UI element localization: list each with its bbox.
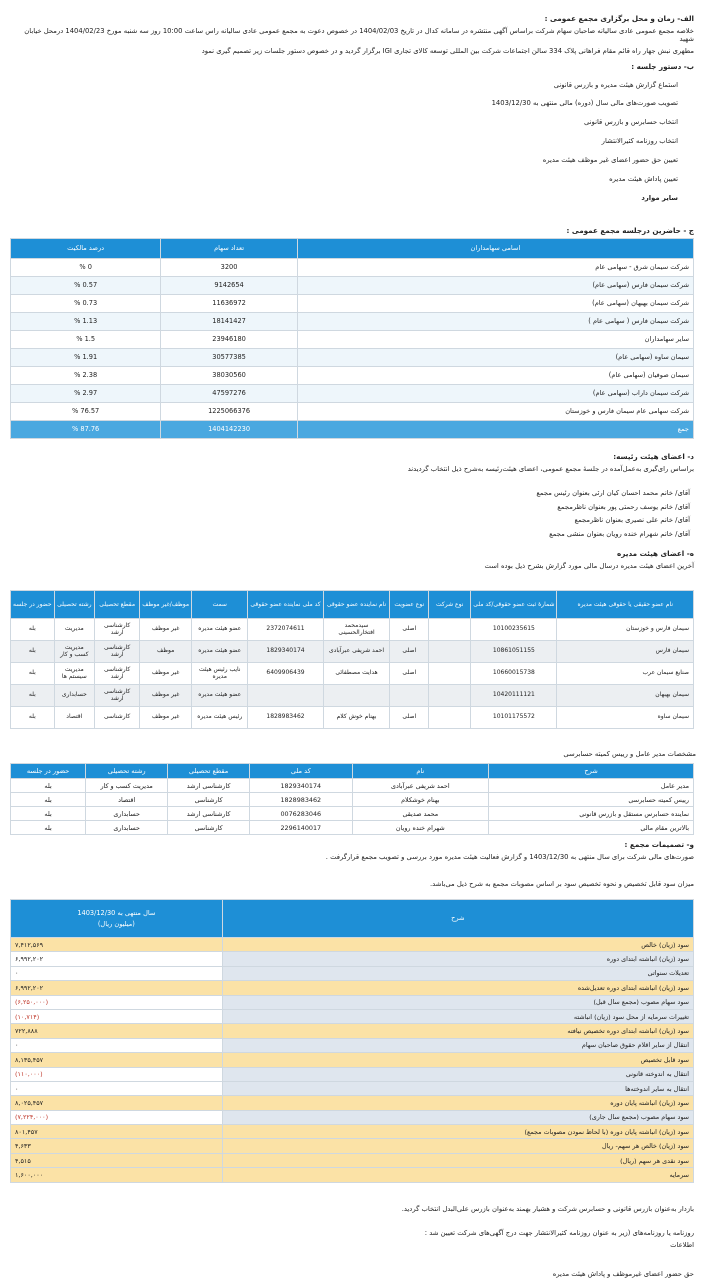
membership: اصلی (390, 619, 429, 641)
auditor-text: بازدار به‌عنوان بازرس قانونی و حسابرس شرکت و هشیار بهمند به‌عنوان بازرس علی‌البدل انتخاب گردید. (401, 1205, 694, 1213)
rep-id (248, 685, 323, 707)
row-value: (۶,۲۵۰,۰۰۰) (11, 995, 223, 1009)
table-row (11, 1153, 694, 1167)
field: حسابداری (86, 807, 168, 821)
table-row (11, 1038, 694, 1052)
desc: نماینده حسابرس مستقل و بازرس قانونی (489, 807, 694, 821)
row-description: سود (زیان) خالص هر سهم- ریال (222, 1139, 693, 1153)
profit-allocation-table (10, 899, 694, 1183)
desc: رییس کمیته حسابرسی (489, 793, 694, 807)
col-reg-id: شمارهٔ ثبت عضو حقوقی/کد ملی (471, 591, 557, 619)
shares: 30577385 (161, 349, 298, 367)
shareholder-name: شرکت سیمان فارس ( سهامی عام ) (297, 313, 693, 331)
row-value: ۷۲۲,۸۸۸ (11, 1024, 223, 1038)
duty: غیر موظف (140, 685, 192, 707)
table-row (11, 1067, 694, 1081)
shareholder-name: شرکت سیمان شرق - سهامی عام (297, 259, 693, 277)
reg-id: 10101175572 (471, 707, 557, 729)
degree: کارشناسی ارشد (95, 663, 140, 685)
section-e-title: ه- اعضای هیئت مدیره (617, 549, 694, 558)
field: مدیریت سیستم ها (54, 663, 94, 685)
table-row (11, 981, 694, 995)
table-row (11, 641, 694, 663)
attendance: بله (11, 663, 55, 685)
rep-id: 1829340174 (248, 641, 323, 663)
degree: کارشناسی ارشد (168, 807, 250, 821)
table-row (11, 685, 694, 707)
member: سیمان ساوه (557, 707, 694, 729)
table-row (11, 807, 694, 821)
field: حسابداری (54, 685, 94, 707)
row-value: ۸,۱۳۵,۴۵۷ (11, 1053, 223, 1067)
table-row (11, 1139, 694, 1153)
row-value: ۴,۵۱۵ (11, 1153, 223, 1167)
ownership-percent: 2.38 % (11, 367, 161, 385)
col-national-id: کد ملی (250, 764, 352, 779)
table-row (11, 779, 694, 793)
section-c-title: ج - حاضرین درجلسه مجمع عمومی : (566, 226, 694, 235)
shareholder-name: شرکت سیمان بهبهان (سهامی عام) (297, 295, 693, 313)
total-label: جمع (297, 421, 693, 439)
ownership-percent: 1.5 % (11, 331, 161, 349)
national-id: 1828983462 (250, 793, 352, 807)
row-description: سود (زیان) انباشته ابتدای دوره (222, 952, 693, 966)
table-row (11, 403, 694, 421)
row-value: ۸۰۱,۴۵۷ (11, 1125, 223, 1139)
row-description: سود (زیان) انباشته پایان دوره (222, 1096, 693, 1110)
shares: 1225066376 (161, 403, 298, 421)
shares: 9142654 (161, 277, 298, 295)
section-f-body-2: میزان سود قابل تخصیص و نحوه تخصیص سود بر اساس مصوبات مجمع به شرح ذیل می‌باشد. (430, 880, 694, 888)
degree: کارشناسی ارشد (95, 685, 140, 707)
member: سیمان فارس (557, 641, 694, 663)
row-value: ۱,۶۰۰,۰۰۰ (11, 1168, 223, 1182)
section-meeting-info (10, 14, 694, 55)
shareholder-name: سایر سهامداران (297, 331, 693, 349)
attendance: بله (11, 641, 55, 663)
shares: 11636972 (161, 295, 298, 313)
table-row (11, 619, 694, 641)
table-row (11, 349, 694, 367)
position: عضو هیئت مدیره (192, 619, 248, 641)
section-e-body: آخرین اعضای هیئت مدیره درسال مالی مورد گزارش بشرح ذیل بوده است (484, 562, 694, 570)
col-shares: تعداد سهام (161, 239, 298, 259)
table-row (11, 259, 694, 277)
table-row (11, 1110, 694, 1124)
section-f-body-1: صورت‌های مالی شرکت برای سال منتهی به 1403/12/30 و گزارش فعالیت هیئت مدیره مورد بررسی و تصویب مجمع قرارگرفت . (325, 853, 694, 861)
total-percent: 87.76 % (11, 421, 161, 439)
member: سیمان بهبهان (557, 685, 694, 707)
shareholders-table (10, 238, 694, 439)
col-value-period: سال منتهی به 1403/12/30 (77, 908, 156, 917)
rep-id: 2372074611 (248, 619, 323, 641)
col-desc: شرح (222, 900, 693, 938)
section-f-title: و- تصمیمات مجمع : (624, 840, 694, 849)
row-value: (۷,۲۲۴,۰۰۰) (11, 1110, 223, 1124)
table-row (11, 277, 694, 295)
reg-id: 10861051155 (471, 641, 557, 663)
col-desc: شرح (489, 764, 694, 779)
presidium-item: آقای/ خانم علی نصیری بعنوان ناظرمجمع (574, 516, 690, 524)
attendance: بله (11, 619, 55, 641)
shares: 18141427 (161, 313, 298, 331)
row-description: سود (زیان) خالص (222, 938, 693, 952)
field: مدیریت (54, 619, 94, 641)
ownership-percent: 0.57 % (11, 277, 161, 295)
col-attendance: حضور در جلسه (11, 591, 55, 619)
row-description: انتقال از سایر اقلام حقوق صاحبان سهام (222, 1038, 693, 1052)
name: محمد صدیقی (352, 807, 489, 821)
section-d-body: براساس رای‌گیری به‌عمل‌آمده در جلسهٔ مجمع عمومی، اعضای هیئت‌رئیسه به‌شرح ذیل انتخاب گردیدند (407, 465, 694, 473)
table-row (11, 663, 694, 685)
shareholder-name: سیمان ساوه (سهامی عام) (297, 349, 693, 367)
col-company-type: نوع شرکت (429, 591, 471, 619)
row-value: ۰ (11, 1038, 223, 1052)
shareholder-name: شرکت سیمان فارس (سهامی عام) (297, 277, 693, 295)
shareholder-name: سیمان صوفیان (سهامی عام) (297, 367, 693, 385)
degree: کارشناسی ارشد (168, 779, 250, 793)
reg-id: 10420111121 (471, 685, 557, 707)
table-row (11, 966, 694, 980)
table-row (11, 295, 694, 313)
position: عضو هیئت مدیره (192, 641, 248, 663)
desc: مدیر عامل (489, 779, 694, 793)
ownership-percent: 2.97 % (11, 385, 161, 403)
col-value (11, 900, 223, 938)
row-description: سود نقدی هر سهم (ریال) (222, 1153, 693, 1167)
col-position: سمت (192, 591, 248, 619)
member: سیمان فارس و خوزستان (557, 619, 694, 641)
agenda-item: تصویب صورت‌های مالی سال (دوره) مالی منتهی به 1403/12/30 (491, 99, 678, 107)
presidium-item: آقای/ خانم یوسف رحمتی پور بعنوان ناظرمجمع (557, 503, 690, 511)
reg-id: 10100235615 (471, 619, 557, 641)
table-row (11, 1009, 694, 1023)
last-section-text: حق حضور اعضای غیرموظف و پاداش هیئت مدیره (552, 1270, 694, 1278)
degree: کارشناسی (168, 793, 250, 807)
representative: سیدمحمد افتخارالحسینی (323, 619, 390, 641)
table-row (11, 367, 694, 385)
row-value: (۱۱۰,۰۰۰) (11, 1067, 223, 1081)
membership (390, 685, 429, 707)
row-description: سود (زیان) انباشته ابتدای دوره تعدیل‌شده (222, 981, 693, 995)
attendance: بله (11, 793, 86, 807)
row-value: (۱۰,۷۱۴) (11, 1009, 223, 1023)
row-value: ۰ (11, 966, 223, 980)
table-row (11, 1125, 694, 1139)
section-b-title: ب- دستور جلسه : (631, 62, 694, 71)
degree: کارشناسی ارشد (95, 641, 140, 663)
table-row (11, 331, 694, 349)
table-row (11, 821, 694, 835)
col-value-unit: (میلیون ریال) (97, 919, 135, 928)
row-value: ۴,۶۳۳ (11, 1139, 223, 1153)
attendance: بله (11, 707, 55, 729)
duty: موظف (140, 641, 192, 663)
newspaper-text: روزنامه یا روزنامه‌های (زیر به عنوان روزنامه کثیرالانتشار جهت درج آگهی‌های شرکت تعیین شد : (424, 1229, 694, 1237)
position: رئیس هیئت مدیره (192, 707, 248, 729)
col-shareholder-name: اسامی سهامداران (297, 239, 693, 259)
position: عضو هیئت مدیره (192, 685, 248, 707)
attendance: بله (11, 779, 86, 793)
shares: 47597276 (161, 385, 298, 403)
national-id: 1829340174 (250, 779, 352, 793)
degree: کارشناسی (168, 821, 250, 835)
shares: 23946180 (161, 331, 298, 349)
rep-id: 1828983462 (248, 707, 323, 729)
col-attendance: حضور در جلسه (11, 764, 86, 779)
agenda-item: استماع گزارش هیئت مدیره و بازرس قانونی (553, 81, 678, 89)
newspaper-name: اطلاعات (670, 1241, 694, 1249)
agenda-item: انتخاب روزنامه کثیرالانتشار (601, 137, 678, 145)
company-type (429, 685, 471, 707)
table-row (11, 707, 694, 729)
representative: بهنام خوش کلام (323, 707, 390, 729)
row-description: تعدیلات سنواتی (222, 966, 693, 980)
company-type (429, 663, 471, 685)
agenda-item: انتخاب حسابرس و بازرس قانونی (584, 118, 678, 126)
col-degree: مقطع تحصیلی (95, 591, 140, 619)
col-field: رشته تحصیلی (54, 591, 94, 619)
ownership-percent: 0.73 % (11, 295, 161, 313)
attendance: بله (11, 807, 86, 821)
shares: 3200 (161, 259, 298, 277)
table-row (11, 952, 694, 966)
section-a-body-2: مطهری نبش جهار راه قائم مقام فراهانی پلاک 334 سالن اجتماعات شرکت بین المللی توسعه کالای تجاری IGI برگزار گردید و در خصوص دستور جلسات زیر تصمیم گیری نمود (201, 46, 694, 55)
col-membership: نوع عضویت (390, 591, 429, 619)
member: صنایع سیمان عرب (557, 663, 694, 685)
desc: بالاترین مقام مالی (489, 821, 694, 835)
agenda-item: تعیین حق حضور اعضای غیر موظف هیئت مدیره (542, 156, 678, 164)
row-description: سود قابل تخصیص (222, 1053, 693, 1067)
company-type (429, 641, 471, 663)
row-description: سود سهام مصوب (مجمع سال قبل) (222, 995, 693, 1009)
shareholder-name: شرکت سیمان داراب (سهامی عام) (297, 385, 693, 403)
table-row (11, 1053, 694, 1067)
shareholder-name: شرکت سهامی عام سیمان فارس و خوزستان (297, 403, 693, 421)
col-duty: موظف/غیر موظف (140, 591, 192, 619)
board-table (10, 590, 694, 729)
row-description: تغییرات سرمایه از محل سود (زیان) انباشته (222, 1009, 693, 1023)
row-value: ۶,۹۹۲,۲۰۲ (11, 952, 223, 966)
table-row (11, 1081, 694, 1095)
table-row (11, 1024, 694, 1038)
col-member: نام عضو حقیقی یا حقوقی هیئت مدیره (557, 591, 694, 619)
table-row (11, 313, 694, 331)
section-a-body-1: خلاصه مجمع عمومی عادی سالیانه صاحبان سهام شرکت براساس آگهی منتشره در سامانه کدال در تاریخ 1404/02/03 در خصوص دعوت به مجمع عمومی عادی سالیانه راس ساعت 10:00 روز سه شنبه مورخ 1404/02/23 درمحل خیابان شهید (24, 27, 694, 44)
row-description: انتقال به سایر اندوخته‌ها (222, 1081, 693, 1095)
attendance: بله (11, 685, 55, 707)
field: اقتصاد (54, 707, 94, 729)
duty: غیر موظف (140, 663, 192, 685)
presidium-item: آقای/ خانم محمد احسان کیان ارثی بعنوان رئیس مجمع (536, 489, 690, 497)
name: احمد شریفی عبرآبادی (352, 779, 489, 793)
row-value: ۷,۴۱۲,۵۶۹ (11, 938, 223, 952)
col-field: رشته تحصیلی (86, 764, 168, 779)
row-value: ۸,۰۲۵,۴۵۷ (11, 1096, 223, 1110)
col-rep-id: کد ملی نماینده عضو حقوقی (248, 591, 323, 619)
membership: اصلی (390, 641, 429, 663)
duty: غیر موظف (140, 619, 192, 641)
degree: کارشناسی (95, 707, 140, 729)
duty: غیر موظف (140, 707, 192, 729)
table-row (11, 995, 694, 1009)
agenda-item: تعیین پاداش هیئت مدیره (609, 175, 678, 183)
table-row (11, 1168, 694, 1182)
managers-title: مشخصات مدیر عامل و رییس کمیته حسابرسی (563, 750, 696, 758)
shares: 38030560 (161, 367, 298, 385)
col-name: نام (352, 764, 489, 779)
ownership-percent: 0 % (11, 259, 161, 277)
ownership-percent: 76.57 % (11, 403, 161, 421)
membership: اصلی (390, 707, 429, 729)
representative: هدایت مصطفائی (323, 663, 390, 685)
position: نایب رئیس هیئت مدیره (192, 663, 248, 685)
row-value: ۶,۹۹۲,۲۰۲ (11, 981, 223, 995)
row-description: انتقال به اندوخته قانونی (222, 1067, 693, 1081)
total-row (11, 421, 694, 439)
managers-table (10, 763, 694, 835)
agenda-item: سایر موارد (641, 194, 678, 202)
membership: اصلی (390, 663, 429, 685)
section-a-title: الف- زمان و محل برگزاری مجمع عمومی : (544, 14, 694, 23)
row-description: سود (زیان) انباشته پایان دوره (با لحاظ نمودن مصوبات مجمع) (222, 1125, 693, 1139)
total-shares: 1404142230 (161, 421, 298, 439)
national-id: 2296140017 (250, 821, 352, 835)
presidium-item: آقای/ خانم شهرام خنده رویان بعنوان منشی مجمع (549, 530, 690, 538)
table-row (11, 385, 694, 403)
col-ownership-percent: درصد مالکیت (11, 239, 161, 259)
company-type (429, 707, 471, 729)
row-description: سود سهام مصوب (مجمع سال جاری) (222, 1110, 693, 1124)
company-type (429, 619, 471, 641)
attendance: بله (11, 821, 86, 835)
col-representative: نام نماینده عضو حقوقی (323, 591, 390, 619)
table-row (11, 793, 694, 807)
field: مدیریت کسب و کار (86, 779, 168, 793)
degree: کارشناسی ارشد (95, 619, 140, 641)
ownership-percent: 1.13 % (11, 313, 161, 331)
field: مدیریت کسب و کار (54, 641, 94, 663)
row-description: سرمایه (222, 1168, 693, 1182)
table-row (11, 938, 694, 952)
reg-id: 10660015738 (471, 663, 557, 685)
row-description: سود (زیان) انباشته ابتدای دوره تخصیص نیافته (222, 1024, 693, 1038)
row-value: ۰ (11, 1081, 223, 1095)
name: شهرام خنده رویان (352, 821, 489, 835)
field: اقتصاد (86, 793, 168, 807)
rep-id: 6409906439 (248, 663, 323, 685)
ownership-percent: 1.91 % (11, 349, 161, 367)
representative: احمد شریفی عبرآبادی (323, 641, 390, 663)
col-degree: مقطع تحصیلی (168, 764, 250, 779)
section-d-title: د- اعضای هیئت رئیسه: (613, 452, 694, 461)
representative (323, 685, 390, 707)
national-id: 0076283046 (250, 807, 352, 821)
name: بهنام خوشکلام (352, 793, 489, 807)
table-row (11, 1096, 694, 1110)
field: حسابداری (86, 821, 168, 835)
